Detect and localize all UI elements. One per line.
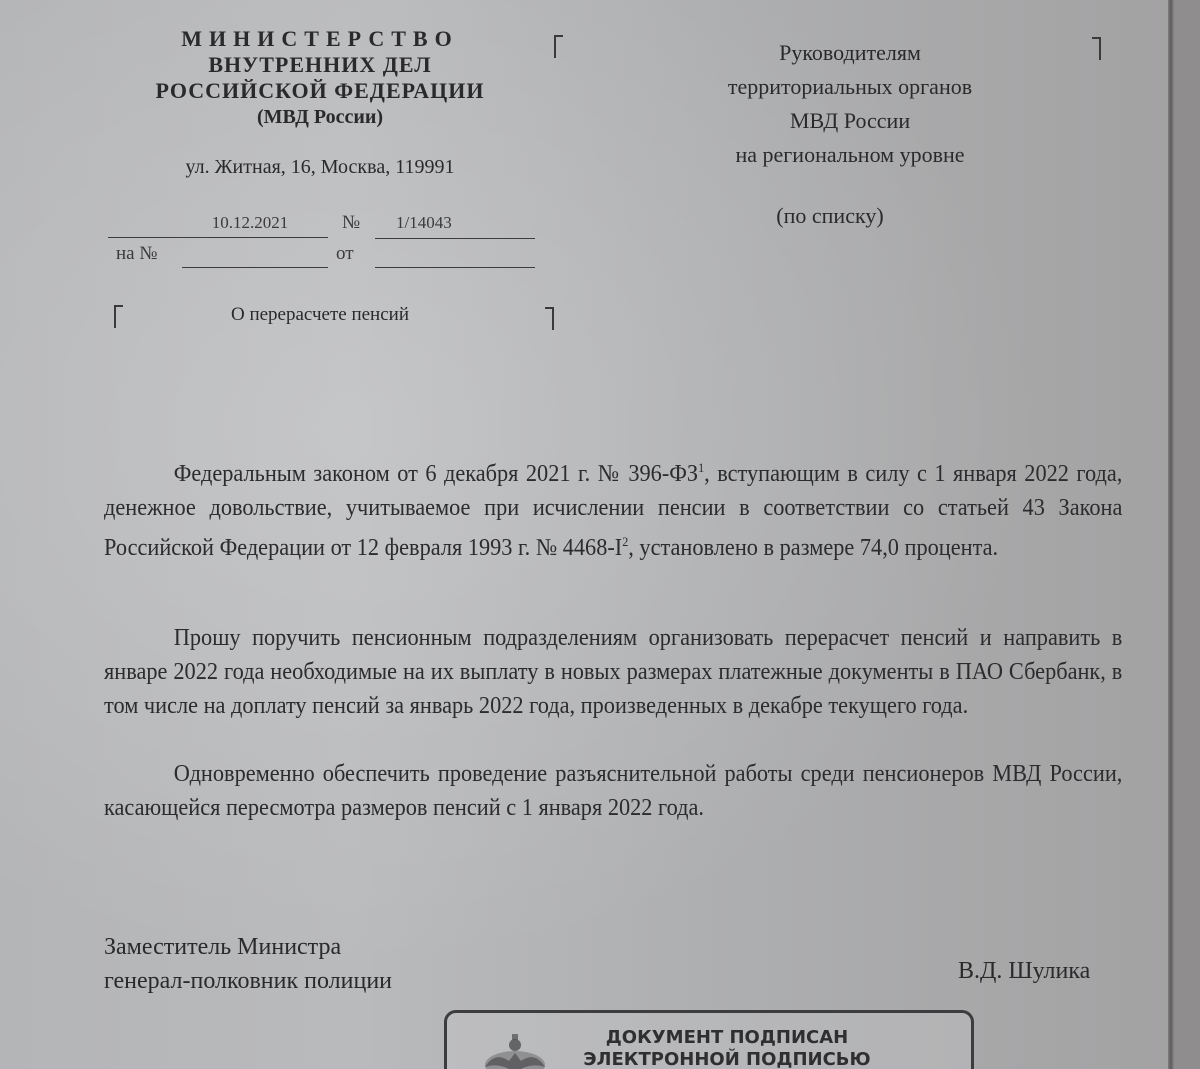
footnote-marker-1: 1 (698, 460, 705, 475)
addressee-close-bracket-icon (1090, 36, 1102, 66)
addressee-open-bracket-icon (553, 34, 565, 64)
date-underline (108, 237, 328, 238)
ref-date-label: от (336, 243, 354, 264)
ref-date-underline (375, 267, 535, 268)
signer-position (104, 930, 392, 998)
signer-position-line1: Заместитель Министра (104, 934, 342, 960)
body-paragraph-2 (104, 621, 1122, 723)
signer-name: В.Д. Шулика (958, 958, 1091, 984)
addressee-line: Руководителям (779, 40, 921, 65)
p1-text-middle: , вступающим в силу с 1 января 2022 года, денежное довольствие, учитываемое при исчислении пенсии в соответствии со статьей 43 Закона Российской Федерации от 12 февраля 1993 г. № 4468-I (104, 461, 1123, 561)
registration-number: 1/14043 (396, 213, 452, 232)
footnote-marker-2: 2 (622, 534, 629, 549)
body-paragraph-3 (104, 757, 1122, 825)
org-name-line1: МИНИСТЕРСТВО (181, 26, 459, 51)
org-name-line2: ВНУТРЕННИХ ДЕЛ (208, 52, 432, 77)
registration-date: 10.12.2021 (211, 213, 289, 232)
document-subject: О перерасчете пенсий (230, 304, 409, 325)
p1-text-start: Федеральным законом от 6 декабря 2021 г. № 396-ФЗ (173, 461, 699, 487)
ref-number-label: на № (116, 243, 158, 264)
p3-text: Одновременно обеспечить проведение разъяснительной работы среди пенсионеров МВД России, касающейся пересмотра размеров пенсий с 1 января 2022 года. (104, 761, 1123, 821)
ref-number-underline (182, 267, 328, 268)
letterhead (120, 26, 520, 130)
body-paragraph-1 (104, 451, 1122, 565)
stamp-text (557, 1027, 897, 1069)
number-underline (375, 238, 535, 239)
addressee-line: территориальных органов (727, 74, 973, 99)
org-abbreviation: (МВД России) (256, 106, 384, 128)
eagle-emblem-icon (475, 1031, 555, 1069)
org-name-line3: РОССИЙСКОЙ ФЕДЕРАЦИИ (155, 78, 485, 103)
p1-text-end: , установлено в размере 74,0 процента. (628, 535, 999, 561)
org-address: ул. Житная, 16, Москва, 119991 (185, 156, 455, 178)
stamp-line1: ДОКУМЕНТ ПОДПИСАН (605, 1027, 849, 1048)
addressee (640, 36, 1060, 172)
p2-text: Прошу поручить пенсионным подразделениям организовать перерасчет пенсий и направить в январе 2022 года необходимые на их выплату в новых размерах платежные документы в ПАО Сбербанк, в том числе на доплату пенсий за январь 2022 года, произведенных в декабре текущего года. (104, 625, 1123, 719)
electronic-signature-stamp (444, 1010, 974, 1069)
number-label: № (342, 212, 361, 233)
subject-close-bracket-icon (543, 306, 555, 336)
background-strip (1174, 0, 1200, 1069)
stamp-line2: ЭЛЕКТРОННОЙ ПОДПИСЬЮ (583, 1049, 871, 1069)
addressee-line: на региональном уровне (735, 142, 965, 167)
addressee-note: (по списку) (776, 203, 884, 228)
addressee-line: МВД России (789, 108, 911, 133)
signer-position-line2: генерал-полковник полиции (104, 968, 393, 994)
